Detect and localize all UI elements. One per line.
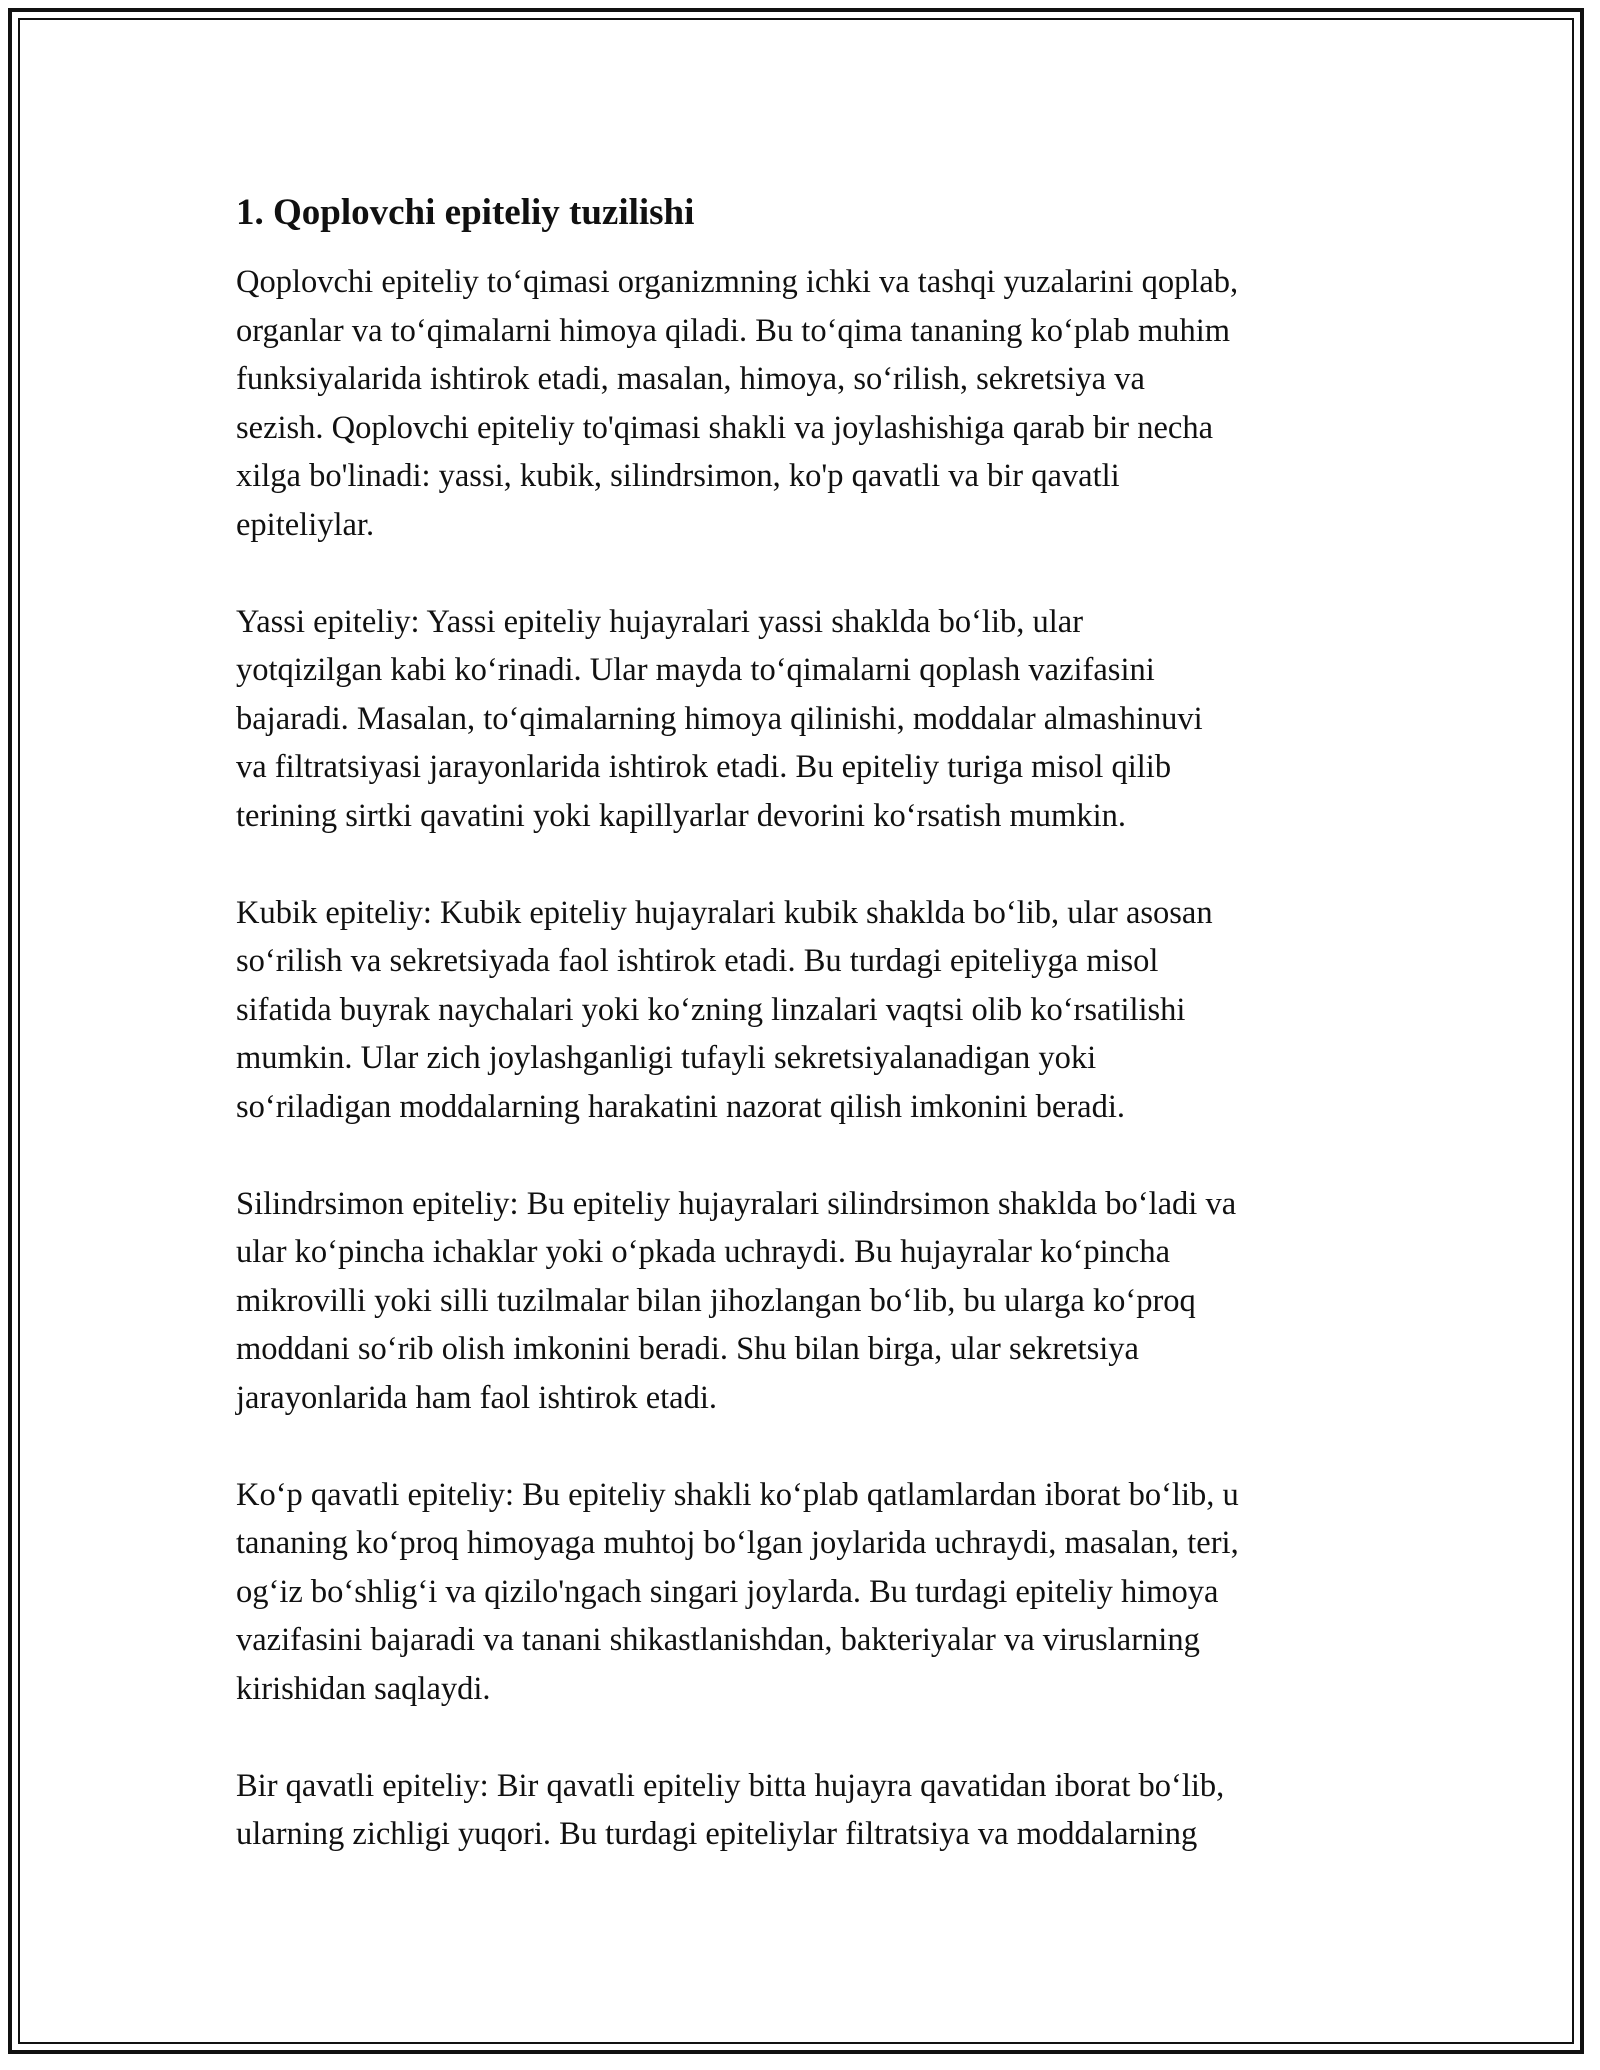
text-line: mikrovilli yoki silli tuzilmalar bilan jihozlangan bo‘lib, bu ularga ko‘proq <box>236 1282 1196 1319</box>
text-line: Qoplovchi epiteliy to‘qimasi organizmning ichki va tashqi yuzalarini qoplab, <box>236 264 1239 300</box>
paragraph-kubik-epiteliy <box>236 889 1386 1132</box>
text-line: ularning zichligi yuqori. Bu turdagi epiteliylar filtratsiya va moddalarning <box>236 1816 1198 1852</box>
text-line: yotqizilgan kabi ko‘rinadi. Ular mayda to‘qimalarni qoplash vazifasini <box>236 652 1155 688</box>
text-line: Ko‘p qavatli epiteliy: Bu epiteliy shakli ko‘plab qatlamlardan iborat bo‘lib, u <box>236 1476 1239 1513</box>
text-line: bajaradi. Masalan, to‘qimalarning himoya qilinishi, moddalar almashinuvi <box>236 700 1203 737</box>
text-line: terining sirtki qavatini yoki kapillyarlar devorini ko‘rsatish mumkin. <box>236 797 1126 834</box>
text-line: so‘rilish va sekretsiyada faol ishtirok etadi. Bu turdagi epiteliyga misol <box>236 943 1159 979</box>
text-line: vazifasini bajaradi va tanani shikastlanishdan, bakteriyalar va viruslarning <box>236 1622 1200 1658</box>
text-line: kirishidan saqlaydi. <box>236 1670 491 1707</box>
text-line: ular ko‘pincha ichaklar yoki o‘pkada uchraydi. Bu hujayralar ko‘pincha <box>236 1234 1171 1270</box>
text-line: Yassi epiteliy: Yassi epiteliy hujayralari yassi shaklda bo‘lib, ular <box>236 603 1084 640</box>
text-line: Silindrsimon epiteliy: Bu epiteliy hujayralari silindrsimon shaklda bo‘ladi va <box>236 1185 1237 1222</box>
document-body <box>236 186 1386 1907</box>
text-line: so‘riladigan moddalarning harakatini nazorat qilish imkonini beradi. <box>236 1088 1125 1125</box>
text-line: mumkin. Ular zich joylashganligi tufayli sekretsiyalanadigan yoki <box>236 1040 1097 1076</box>
text-line: epiteliylar. <box>236 506 375 543</box>
text-line: organlar va to‘qimalarni himoya qiladi. Bu to‘qima tananing ko‘plab muhim <box>236 312 1231 349</box>
text-line: tananing ko‘proq himoyaga muhtoj bo‘lgan joylarida uchraydi, masalan, teri, <box>236 1525 1239 1561</box>
text-line: Bir qavatli epiteliy: Bir qavatli epiteliy bitta hujayra qavatidan iborat bo‘lib, <box>236 1767 1225 1804</box>
paragraph-intro <box>236 258 1386 549</box>
text-line: Kubik epiteliy: Kubik epiteliy hujayralari kubik shaklda bo‘lib, ular asosan <box>236 894 1213 931</box>
text-line: jarayonlarida ham faol ishtirok etadi. <box>236 1379 718 1416</box>
text-line: funksiyalarida ishtirok etadi, masalan, himoya, so‘rilish, sekretsiya va <box>236 361 1145 397</box>
text-line: xilga bo'linadi: yassi, kubik, silindrsimon, ko'p qavatli va bir qavatli <box>236 458 1120 494</box>
paragraph-bir-qavatli-epiteliy <box>236 1762 1386 1859</box>
text-line: sezish. Qoplovchi epiteliy to'qimasi shakli va joylashishiga qarab bir necha <box>236 409 1214 446</box>
text-line: sifatida buyrak naychalari yoki ko‘zning linzalari vaqtsi olib ko‘rsatilishi <box>236 991 1186 1028</box>
paragraph-kop-qavatli-epiteliy <box>236 1471 1386 1714</box>
text-line: og‘iz bo‘shlig‘i va qizilo'ngach singari joylarda. Bu turdagi epiteliy himoya <box>236 1573 1219 1610</box>
text-line: moddani so‘rib olish imkonini beradi. Shu bilan birga, ular sekretsiya <box>236 1331 1139 1367</box>
paragraph-silindrsimon-epiteliy <box>236 1180 1386 1423</box>
section-heading: 1. Qoplovchi epiteliy tuzilishi <box>236 192 695 233</box>
text-line: va filtratsiyasi jarayonlarida ishtirok etadi. Bu epiteliy turiga misol qilib <box>236 749 1172 785</box>
paragraph-yassi-epiteliy <box>236 598 1386 841</box>
